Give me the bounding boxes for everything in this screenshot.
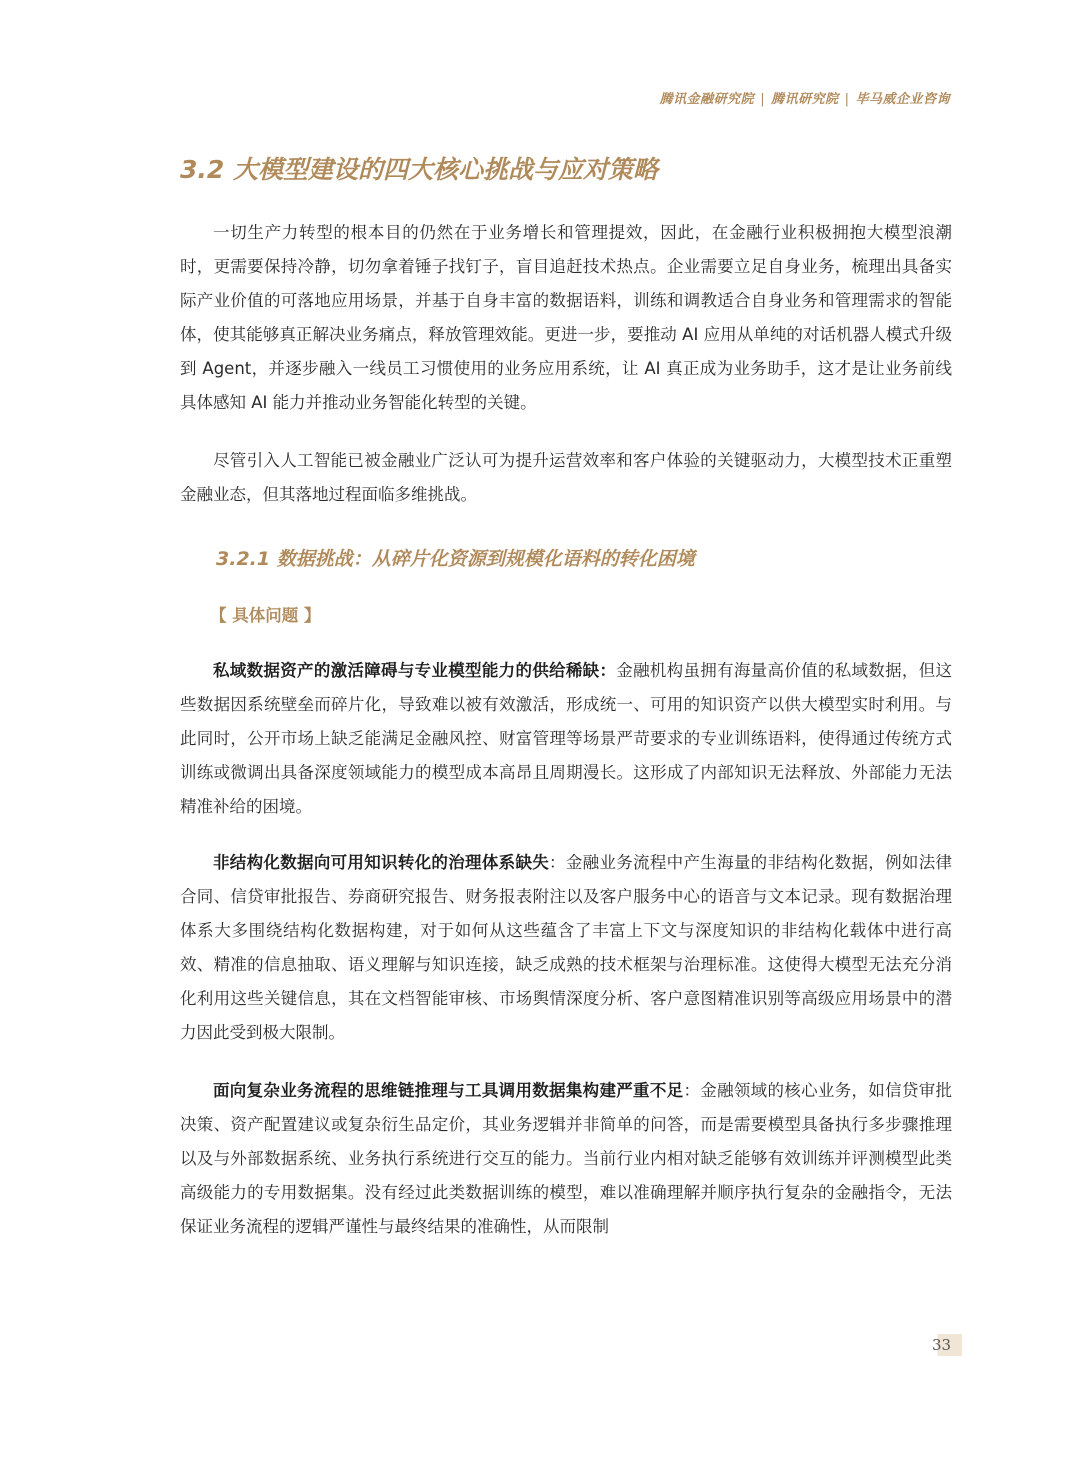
header-org-tencent-finance: 腾讯金融研究院 xyxy=(659,92,755,107)
issue-title-1: 私域数据资产的激活障碍与专业模型能力的供给稀缺： xyxy=(213,661,617,680)
body-paragraph-1: 一切生产力转型的根本目的仍然在于业务增长和管理提效，因此，在金融行业积极拥抱大模型浪潮时，更需要保持冷静，切勿拿着锤子找钉子，盲目追赶技术热点。企业需要立足自身业务，梳理出具备实际产业价值的可落地应用场景，并基于自身丰富的数据语料，训练和调教适合自身业务和管理需求的智能体，使其能够真正解决业务痛点，释放管理效能。更进一步，要推动 AI 应用从单纯的对话机器人模式升级到 Agent，并逐步融入一线员工习惯使用的业务应用系统，让 AI 真正成为业务助手，这才是让业务前线具体感知 AI 能力并推动业务智能化转型的关键。 xyxy=(180,223,952,412)
header-separator: | xyxy=(844,92,850,107)
body-paragraph-2: 尽管引入人工智能已被金融业广泛认可为提升运营效率和客户体验的关键驱动力，大模型技术正重塑金融业态，但其落地过程面临多维挑战。 xyxy=(180,451,952,504)
issue-paragraph-3 xyxy=(180,1074,952,1244)
running-header xyxy=(660,88,950,107)
issue-paragraph-2 xyxy=(180,846,952,1050)
issue-body-3: ：金融领域的核心业务，如信贷审批决策、资产配置建议或复杂衍生品定价，其业务逻辑并非简单的问答，而是需要模型具备执行多步骤推理以及与外部数据系统、业务执行系统进行交互的能力。当前行业内相对缺乏能够有效训练并评测模型此类高级能力的专用数据集。没有经过此类数据训练的模型，难以准确理解并顺序执行复杂的金融指令，无法保证业务流程的逻辑严谨性与最终结果的准确性，从而限制 xyxy=(180,1081,953,1236)
issue-body-1: 金融机构虽拥有海量高价值的私域数据，但这些数据因系统壁垒而碎片化，导致难以被有效激活，形成统一、可用的知识资产以供大模型实时利用。与此同时，公开市场上缺乏能满足金融风控、财富管理等场景严苛要求的专业训练语料，使得通过传统方式训练或微调出具备深度领域能力的模型成本高昂且周期漫长。这形成了内部知识无法释放、外部能力无法精准补给的困境。 xyxy=(180,661,953,816)
page-number: 33 xyxy=(924,1334,962,1356)
issue-body-2: ：金融业务流程中产生海量的非结构化数据，例如法律合同、信贷审批报告、券商研究报告、财务报表附注以及客户服务中心的语音与文本记录。现有数据治理体系大多围绕结构化数据构建，对于如何从这些蕴含了丰富上下文与深度知识的非结构化载体中进行高效、精准的信息抽取、语义理解与知识连接，缺乏成熟的技术框架与治理标准。这使得大模型无法充分消化利用这些关键信息，其在文档智能审核、市场舆情深度分析、客户意图精准识别等高级应用场景中的潜力因此受到极大限制。 xyxy=(180,853,953,1042)
issues-label: 【 具体问题 】 xyxy=(210,606,321,625)
header-org-tencent-research: 腾讯研究院 xyxy=(771,92,839,107)
section-title: 3.2 大模型建设的四大核心挑战与应对策略 xyxy=(180,155,658,184)
issue-paragraph-1 xyxy=(180,654,952,824)
header-org-kpmg: 毕马威企业咨询 xyxy=(855,92,950,107)
issue-title-3: 面向复杂业务流程的思维链推理与工具调用数据集构建严重不足 xyxy=(213,1081,684,1100)
subsection-title: 3.2.1 数据挑战：从碎片化资源到规模化语料的转化困境 xyxy=(216,548,695,570)
header-separator: | xyxy=(760,92,766,107)
issue-title-2: 非结构化数据向可用知识转化的治理体系缺失 xyxy=(213,853,550,872)
